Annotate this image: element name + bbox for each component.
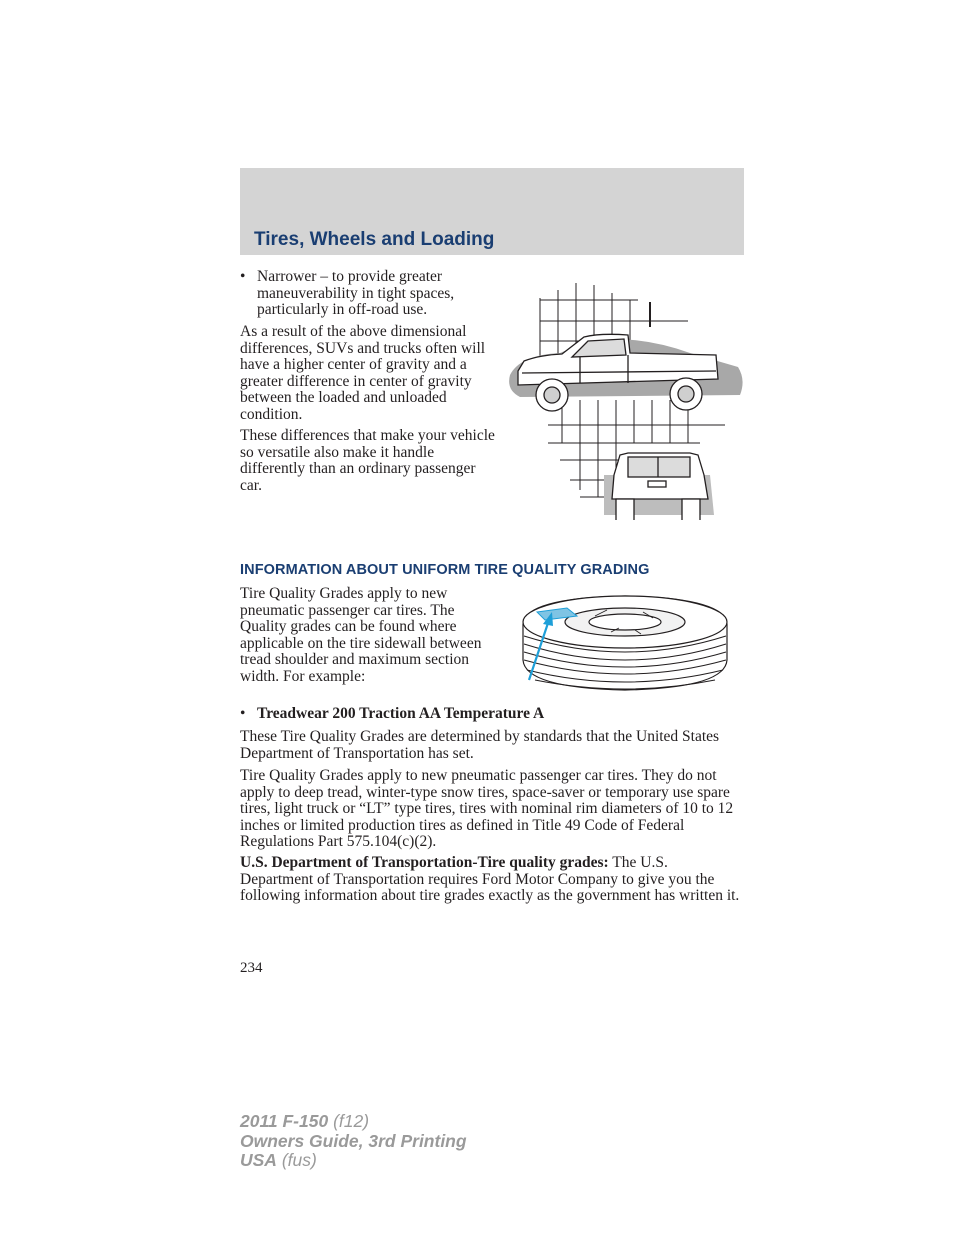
footer-model: 2011 F-150 [240, 1111, 329, 1131]
paragraph: As a result of the above dimensional differences, SUVs and trucks often will have a higher center of gravity and a greater difference in center of gravity between the loaded and unloaded condition. [240, 323, 486, 423]
footer-line [240, 1151, 467, 1171]
bullet-text: Treadwear 200 Traction AA Temperature A [257, 705, 545, 722]
section-heading: INFORMATION ABOUT UNIFORM TIRE QUALITY GRADING [240, 562, 650, 578]
paragraph: Tire Quality Grades apply to new pneumatic passenger car tires. They do not apply to deep tread, winter-type snow tires, space-saver or temporary use spare tires, light truck or “LT” type tires, tires with nominal rim diameters of 10 to 12 inches or limited production tires as defined in Title 49 Code of Federal Regulations Part 575.104(c)(2). [240, 767, 734, 850]
footer [240, 1112, 467, 1171]
paragraph-lead: U.S. Department of Transportation-Tire quality grades: [240, 854, 609, 871]
page-title: Tires, Wheels and Loading [254, 229, 495, 250]
bullet-text: Narrower – to provide greater maneuverability in tight spaces, particularly in off-road use. [257, 268, 455, 318]
footer-line: Owners Guide, 3rd Printing [240, 1130, 467, 1151]
footer-code: (f12) [328, 1111, 370, 1131]
paragraph-body: The U.S. Department of Transportation requires Ford Motor Company to give you the following information about tire grades exactly as the government has written it. [240, 854, 740, 904]
bullet-icon: • [240, 268, 246, 285]
tire-sidewall-illustration [515, 588, 735, 698]
footer-line [240, 1112, 467, 1132]
page-number: 234 [240, 960, 263, 976]
paragraph: These differences that make your vehicle so versatile also make it handle differently than an ordinary passenger car. [240, 427, 495, 494]
paragraph: These Tire Quality Grades are determined by standards that the United States Department of Transportation has set. [240, 728, 720, 762]
paragraph: Tire Quality Grades apply to new pneumatic passenger car tires. The Quality grades can be found where applicable on the tire sidewall between tread shoulder and maximum section width. For example: [240, 585, 482, 685]
footer-market: USA [240, 1150, 277, 1170]
truck-center-of-gravity-illustration [500, 275, 750, 520]
paragraph [240, 855, 744, 905]
header-band [240, 168, 744, 255]
footer-market-code: (fus) [276, 1150, 317, 1170]
bullet-icon: • [240, 705, 246, 722]
